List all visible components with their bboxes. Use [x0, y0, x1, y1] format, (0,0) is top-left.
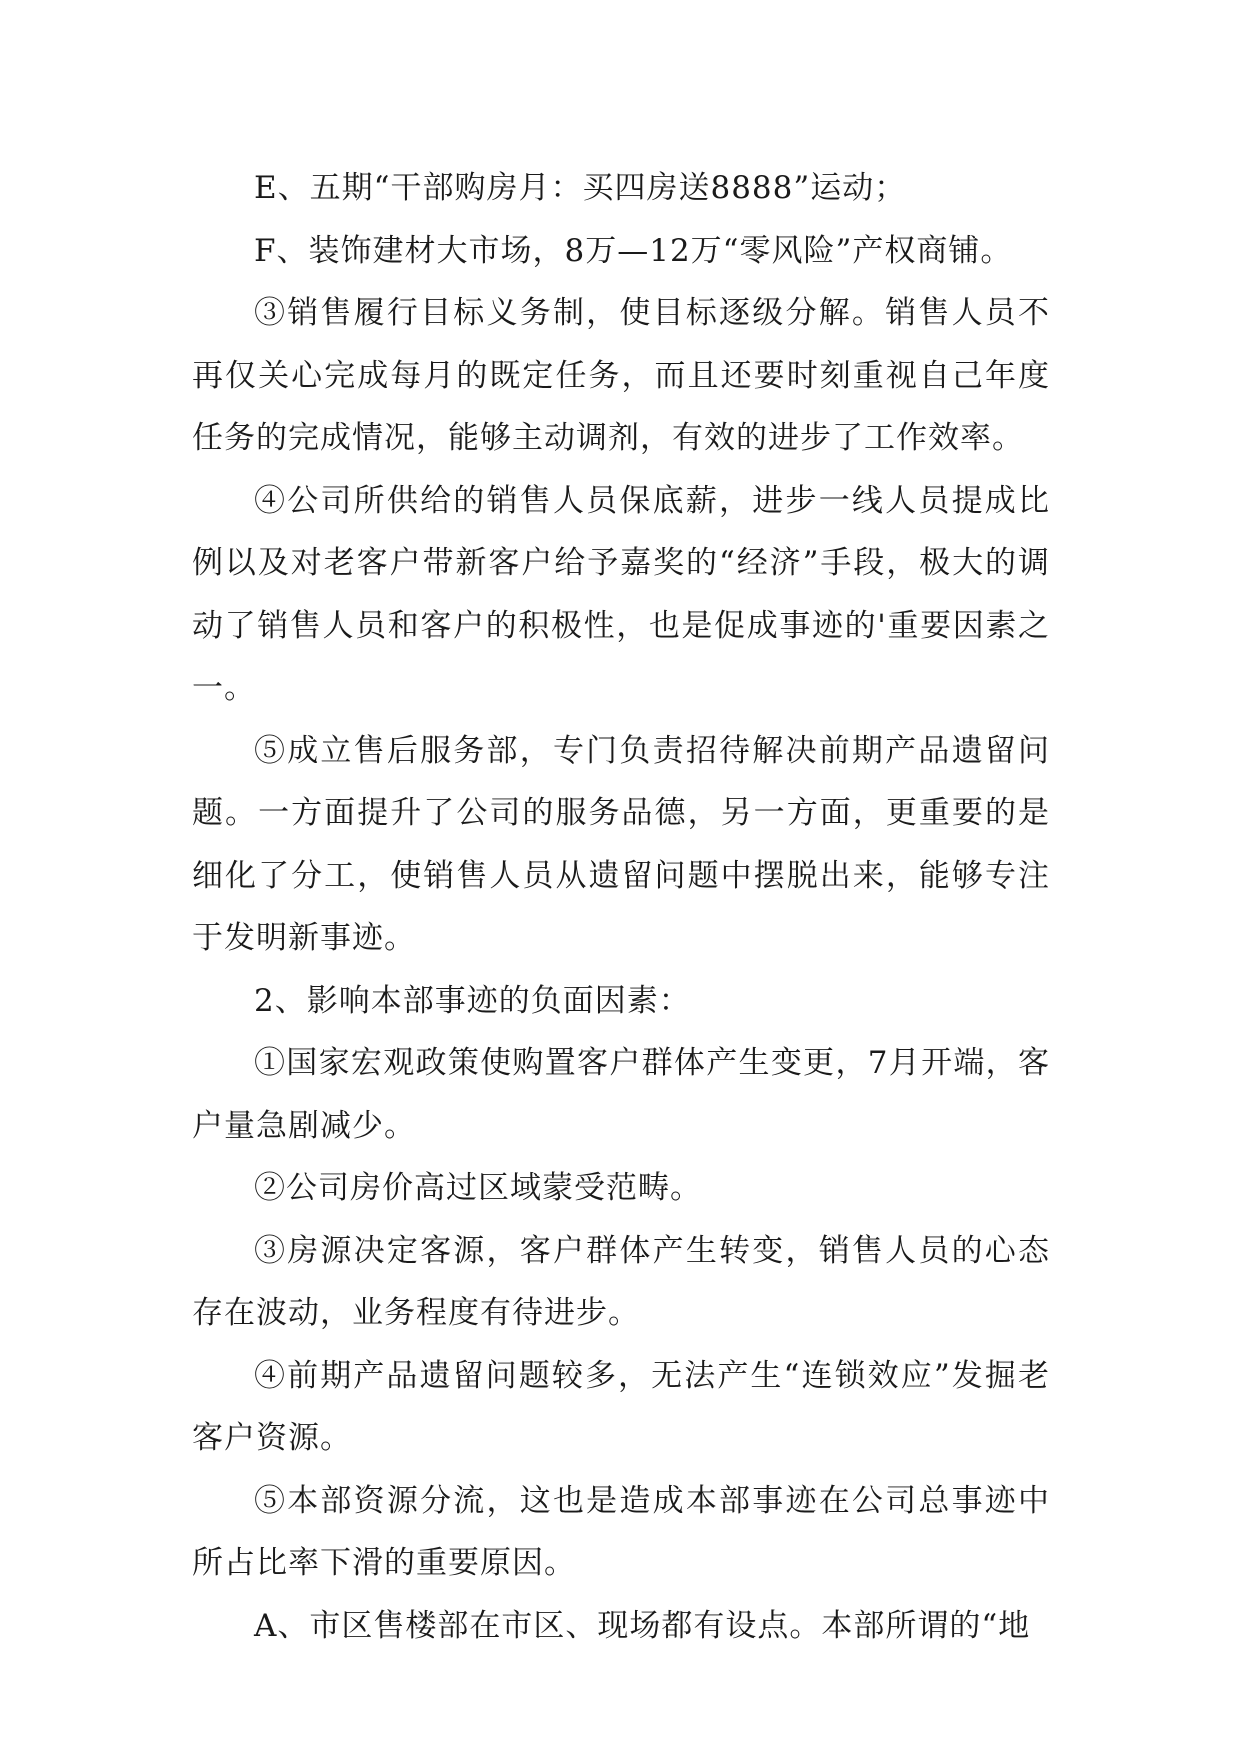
paragraph-negative-1: ①国家宏观政策使购置客户群体产生变更，7月开端，客户量急剧减少。 [192, 1045, 1050, 1144]
paragraph-point-4: ④公司所供给的销售人员保底薪，进步一线人员提成比例以及对老客户带新客户给予嘉奖的“经济”手段，极大的调动了销售人员和客户的积极性，也是促成事迹的'重要因素之一。 [192, 482, 1050, 706]
paragraph-point-3: ③销售履行目标义务制，使目标逐级分解。销售人员不再仅关心完成每月的既定任务，而且还要时刻重视自己年度任务的完成情况，能够主动调剂，有效的进步了工作效率。 [192, 295, 1050, 456]
paragraph-negative-2: ②公司房价高过区域蒙受范畴。 [254, 1170, 702, 1206]
paragraph-negative-4: ④前期产品遗留问题较多，无法产生“连锁效应”发掘老客户资源。 [192, 1357, 1050, 1456]
paragraph-negative-3: ③房源决定客源，客户群体产生转变，销售人员的心态存在波动，业务程度有待进步。 [192, 1232, 1050, 1331]
paragraph-item-f: F、装饰建材大市场，8万—12万“零风险”产权商铺。 [254, 232, 1013, 269]
paragraph-point-5: ⑤成立售后服务部，专门负责招待解决前期产品遗留问题。一方面提升了公司的服务品德，另一方面，更重要的是细化了分工，使销售人员从遗留问题中摆脱出来，能够专注于发明新事迹。 [192, 732, 1050, 956]
paragraph-negative-5: ⑤本部资源分流，这也是造成本部事迹在公司总事迹中所占比率下滑的重要原因。 [192, 1482, 1050, 1581]
section-heading-negative-factors: 2、影响本部事迹的负面因素： [254, 982, 691, 1019]
paragraph-item-e: E、五期“干部购房月：买四房送8888”运动； [254, 170, 907, 206]
paragraph-item-a: A、市区售楼部在市区、现场都有设点。本部所谓的“地 [254, 1607, 1031, 1644]
document-body [192, 157, 1050, 1657]
